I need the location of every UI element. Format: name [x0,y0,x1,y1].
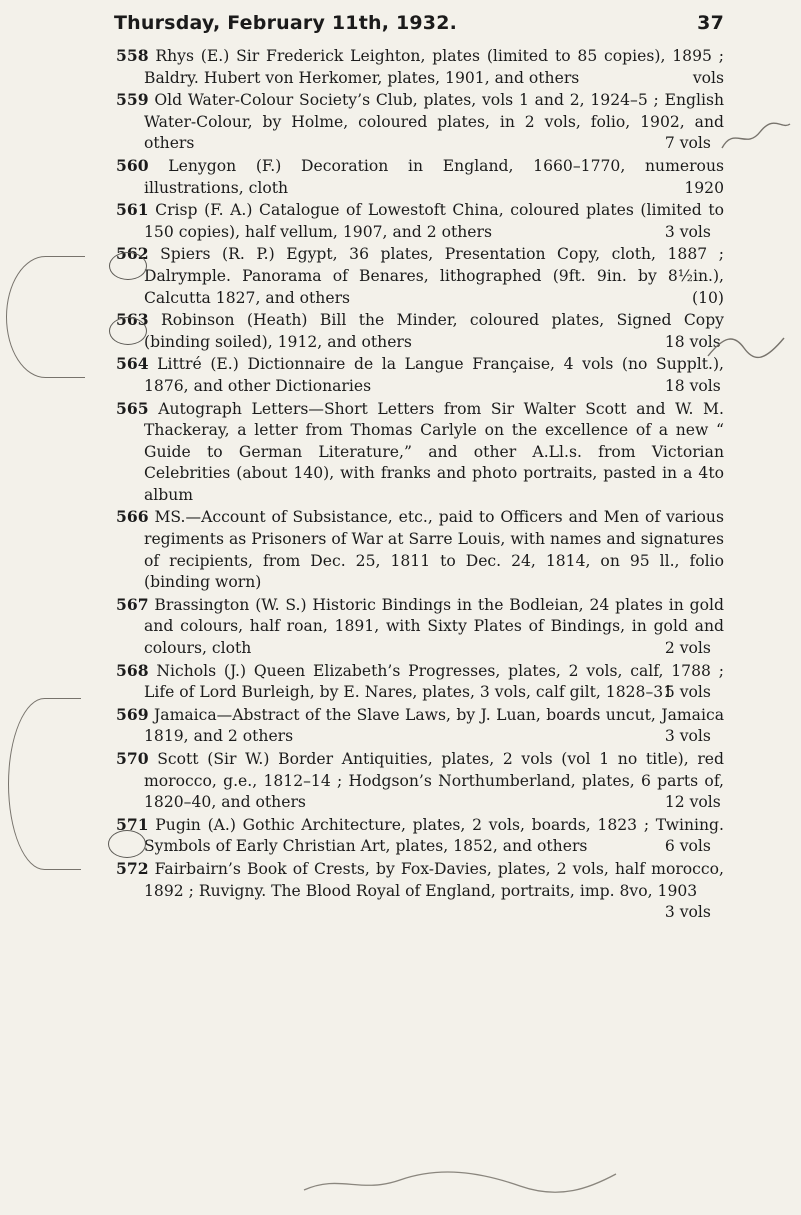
lot-quantity: 3 vols [664,903,711,922]
lot-569 [116,704,724,748]
lot-quantity: 1920 [684,178,724,197]
lot-description: Rhys (E.) Sir Frederick Leighton, plates (limited to 85 copies), 1895 ; Baldry. Hubert von Herkomer, plates, 1901, and others [144,47,724,87]
lot-560 [116,155,724,199]
lot-number: 561 [116,200,149,220]
lot-description: Brassington (W. S.) Historic Bindings in the Bodleian, 24 plates in gold and colours, half roan, 1891, with Sixty Plates of Bindings, in gold and colours, cloth [144,595,724,658]
lot-description: Spiers (R. P.) Egypt, 36 plates, Presentation Copy, cloth, 1887 ; Dalrymple. Panorama of Benares, lithographed (9ft. 9in. by 8½in.), Calcutta 1827, and others [144,245,724,307]
lot-quantity: 6 vols [664,837,711,856]
pencil-scribble-top [716,120,796,160]
lot-565 [116,398,724,507]
lot-description: Pugin (A.) Gothic Architecture, plates, 2 vols, boards, 1823 ; Twining. Symbols of Early Christian Art, plates, 1852, and others [144,815,724,856]
lot-description: Lenygon (F.) Decoration in England, 1660–1770, numerous illustrations, cloth [144,156,724,197]
lot-number: 570 [116,749,149,768]
lot-description: Littré (E.) Dictionnaire de la Langue Française, 4 vols (no Supplt.), 1876, and other Dictionaries [144,355,724,395]
lot-number: 571 [116,814,149,834]
lot-570 [116,748,724,814]
lot-559 [116,89,724,155]
lot-description: MS.—Account of Subsistance, etc., paid to Officers and Men of various regiments as Prisoners of War at Sarre Louis, with names and signatures of recipients, from Dec. 25, 1811 to Dec. 24, 1814, on 95 ll., folio (binding worn) [144,508,724,592]
lot-number: 559 [116,90,149,110]
lot-558 [116,45,724,89]
lot-566 [116,506,724,593]
lot-number: 558 [116,46,149,65]
lot-quantity: 5 vols [664,683,711,702]
lot-number: 567 [116,594,149,614]
pencil-circle-562 [109,252,147,280]
pencil-scribble-bottom [300,1168,620,1198]
lot-number: 572 [116,858,149,878]
lot-number: 562 [116,244,149,264]
lot-quantity: 2 vols [664,639,711,658]
lot-563 [116,309,724,353]
lot-561 [116,199,724,243]
lot-number: 566 [116,507,149,527]
page-header [114,12,724,34]
sale-date: Thursday, February 11th, 1932. [114,12,458,34]
lot-description: Autograph Letters—Short Letters from Sir Walter Scott and W. M. Thackeray, a letter from Thomas Carlyle on the excellence of a new “ Guide to German Literature,” and other A.Ll.s. from Victorian Celebrities (about 140), with franks and photo portraits, pasted in a 4to album [144,399,724,504]
lot-quantity: vols [692,68,724,87]
pencil-bracket-top [6,256,85,378]
lot-quantity: 3 vols [664,727,711,746]
lot-number: 568 [116,660,149,680]
lot-number: 560 [116,155,149,175]
lot-quantity: 12 vols [664,793,721,812]
lot-571 [116,814,724,858]
lot-quantity: 18 vols [664,332,721,351]
lot-description: Nichols (J.) Queen Elizabeth’s Progresses, plates, 2 vols, calf, 1788 ; Life of Lord Burleigh, by E. Nares, plates, 3 vols, calf gilt, 1828–31 [144,661,724,702]
lot-description: Scott (Sir W.) Border Antiquities, plates, 2 vols (vol 1 no title), red morocco, g.e., 1812–14 ; Hodgson’s Northumberland, plates, 6 parts of, 1820–40, and others [144,750,724,812]
lot-quantity: 3 vols [664,222,711,241]
pencil-circle-569 [108,830,146,858]
lot-562 [116,243,724,309]
pencil-scribble-margin [704,326,794,366]
lot-quantity: (10) [691,288,724,307]
lot-number: 569 [116,704,149,724]
lot-number: 565 [116,398,149,418]
lot-description: Jamaica—Abstract of the Slave Laws, by J. Luan, boards uncut, Jamaica 1819, and 2 others [144,705,724,746]
lot-list [116,45,724,924]
lot-568 [116,660,724,704]
lot-number: 563 [116,310,149,330]
lot-number: 564 [116,354,149,374]
pencil-bracket-bottom [8,698,81,870]
lot-567 [116,594,724,660]
lot-description: Crisp (F. A.) Catalogue of Lowestoft China, coloured plates (limited to 150 copies), half vellum, 1907, and 2 others [144,201,724,241]
page-number: 37 [697,12,724,34]
pencil-circle-563 [109,317,147,345]
lot-description: Old Water-Colour Society’s Club, plates, vols 1 and 2, 1924–5 ; English Water-Colour, by Holme, coloured plates, in 2 vols, folio, 1902, and others [144,91,724,153]
lot-564 [116,353,724,397]
lot-quantity: 18 vols [664,376,721,395]
lot-572 [116,858,724,922]
lot-description: Robinson (Heath) Bill the Minder, coloured plates, Signed Copy (binding soiled), 1912, and others [144,311,724,351]
lot-description: Fairbairn’s Book of Crests, by Fox-Davies, plates, 2 vols, half morocco, 1892 ; Ruvigny. The Blood Royal of England, portraits, imp. 8vo, 1903 [144,859,724,900]
lot-quantity: 7 vols [664,134,711,153]
